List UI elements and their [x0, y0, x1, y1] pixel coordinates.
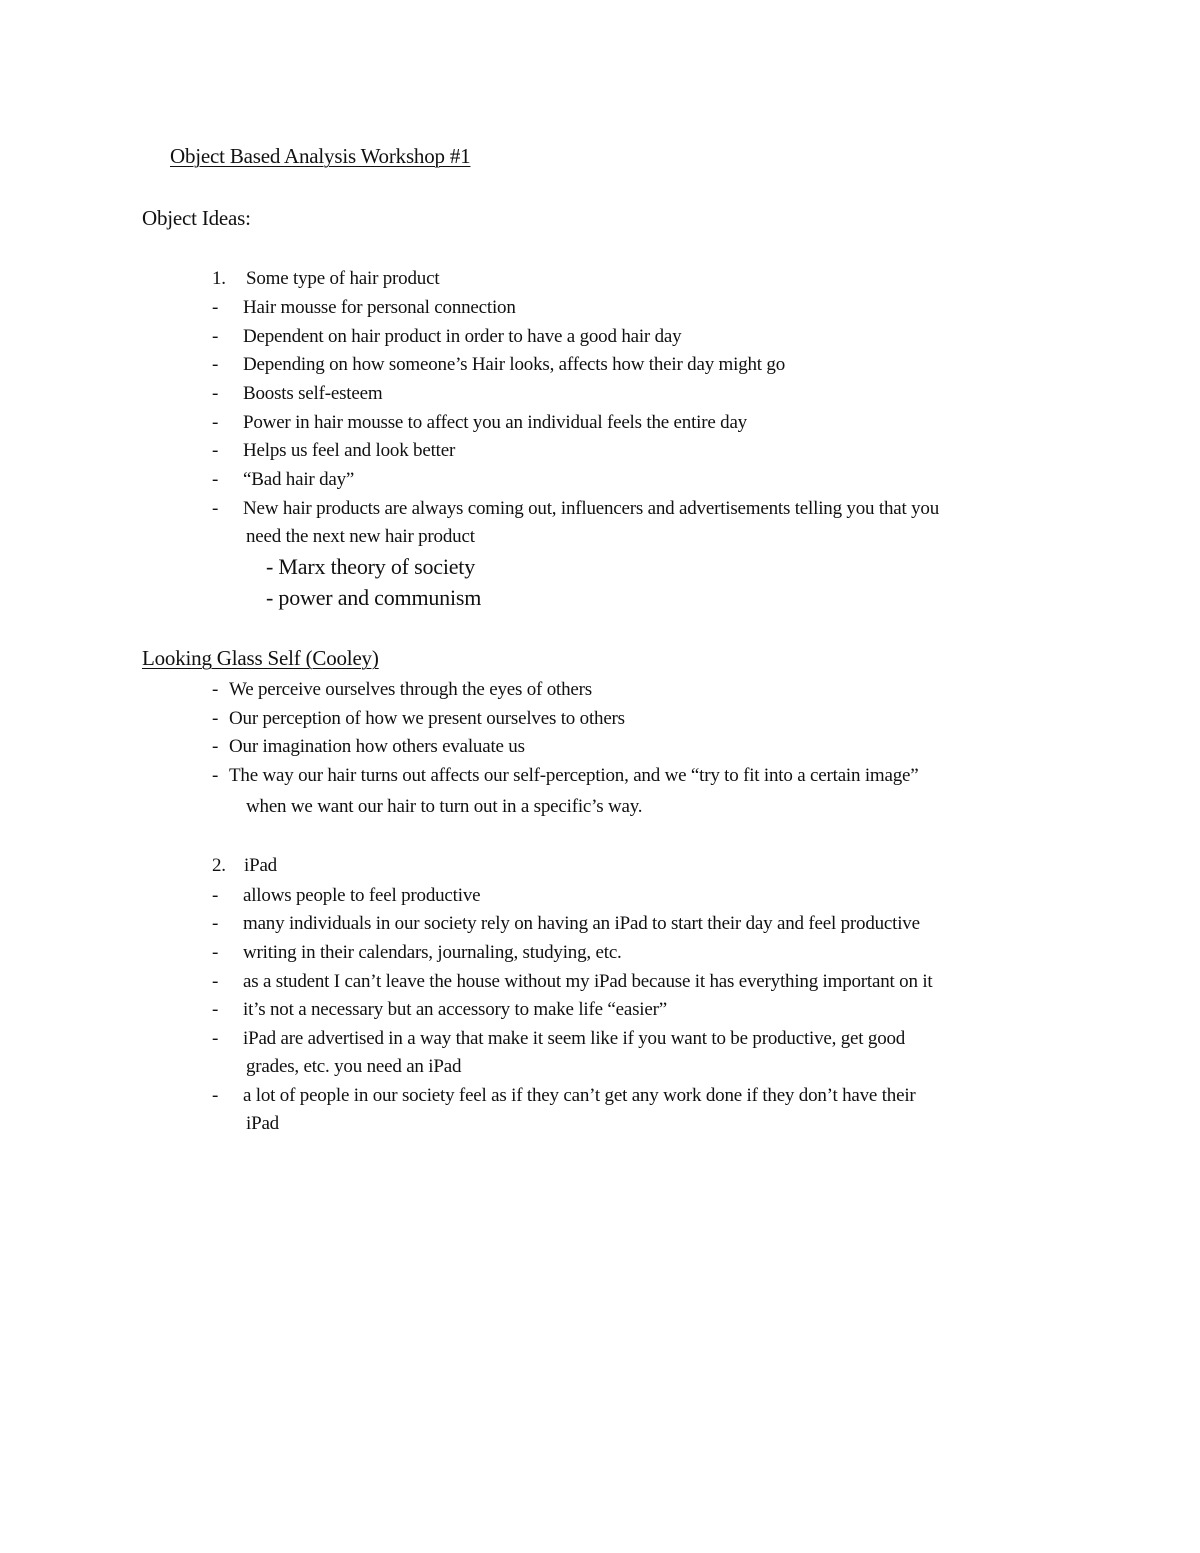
dash-marker: -	[212, 1085, 219, 1106]
dash-marker: -	[212, 679, 219, 700]
list-item: allows people to feel productive	[243, 885, 481, 906]
dash-marker: -	[212, 708, 219, 729]
list-item: Dependent on hair product in order to have a good hair day	[243, 326, 682, 347]
list-item: many individuals in our society rely on having an iPad to start their day and feel productive	[243, 913, 920, 934]
list-item: Hair mousse for personal connection	[243, 297, 516, 318]
object-ideas-heading: Object Ideas:	[142, 206, 251, 230]
list-item: a lot of people in our society feel as if they can’t get any work done if they don’t have their	[243, 1085, 916, 1106]
dash-marker: -	[212, 498, 219, 519]
list-item-continuation: grades, etc. you need an iPad	[246, 1056, 462, 1077]
dash-marker: -	[212, 412, 219, 433]
list-item: Our imagination how others evaluate us	[229, 736, 525, 757]
list-item-continuation: need the next new hair product	[246, 526, 475, 547]
looking-glass-heading: Looking Glass Self (Cooley)	[142, 646, 379, 670]
list-item: it’s not a necessary but an accessory to make life “easier”	[243, 999, 667, 1020]
dash-marker: -	[212, 942, 219, 963]
section-1-number: 1.	[212, 268, 226, 289]
list-item: Power in hair mousse to affect you an individual feels the entire day	[243, 412, 747, 433]
list-item: Boosts self-esteem	[243, 383, 383, 404]
dash-marker: -	[212, 765, 219, 786]
list-item: “Bad hair day”	[243, 469, 355, 490]
dash-marker: -	[212, 885, 219, 906]
dash-marker: -	[212, 913, 219, 934]
dash-marker: -	[212, 326, 219, 347]
list-item: Depending on how someone’s Hair looks, affects how their day might go	[243, 354, 786, 375]
sub-list-item: - power and communism	[266, 585, 482, 610]
dash-marker: -	[212, 440, 219, 461]
sub-list-item: - Marx theory of society	[266, 554, 476, 579]
dash-marker: -	[212, 736, 219, 757]
section-2-number: 2.	[212, 855, 226, 876]
list-item: The way our hair turns out affects our self-perception, and we “try to fit into a certain image”	[229, 765, 919, 786]
dash-marker: -	[212, 971, 219, 992]
section-1-title: Some type of hair product	[246, 268, 440, 289]
list-item: Our perception of how we present ourselves to others	[229, 708, 625, 729]
document-title: Object Based Analysis Workshop #1	[170, 144, 471, 168]
list-item: New hair products are always coming out, influencers and advertisements telling you that you	[243, 498, 940, 519]
list-item: Helps us feel and look better	[243, 440, 456, 461]
list-item-continuation: iPad	[246, 1113, 279, 1134]
dash-marker: -	[212, 469, 219, 490]
list-item: writing in their calendars, journaling, studying, etc.	[243, 942, 622, 963]
list-item: We perceive ourselves through the eyes of others	[229, 679, 592, 700]
dash-marker: -	[212, 297, 219, 318]
dash-marker: -	[212, 354, 219, 375]
list-item-continuation: when we want our hair to turn out in a specific’s way.	[246, 796, 643, 817]
dash-marker: -	[212, 1028, 219, 1049]
section-2-title: iPad	[244, 855, 277, 876]
dash-marker: -	[212, 999, 219, 1020]
dash-marker: -	[212, 383, 219, 404]
list-item: iPad are advertised in a way that make it seem like if you want to be productive, get good	[243, 1028, 906, 1049]
list-item: as a student I can’t leave the house without my iPad because it has everything important on it	[243, 971, 933, 992]
